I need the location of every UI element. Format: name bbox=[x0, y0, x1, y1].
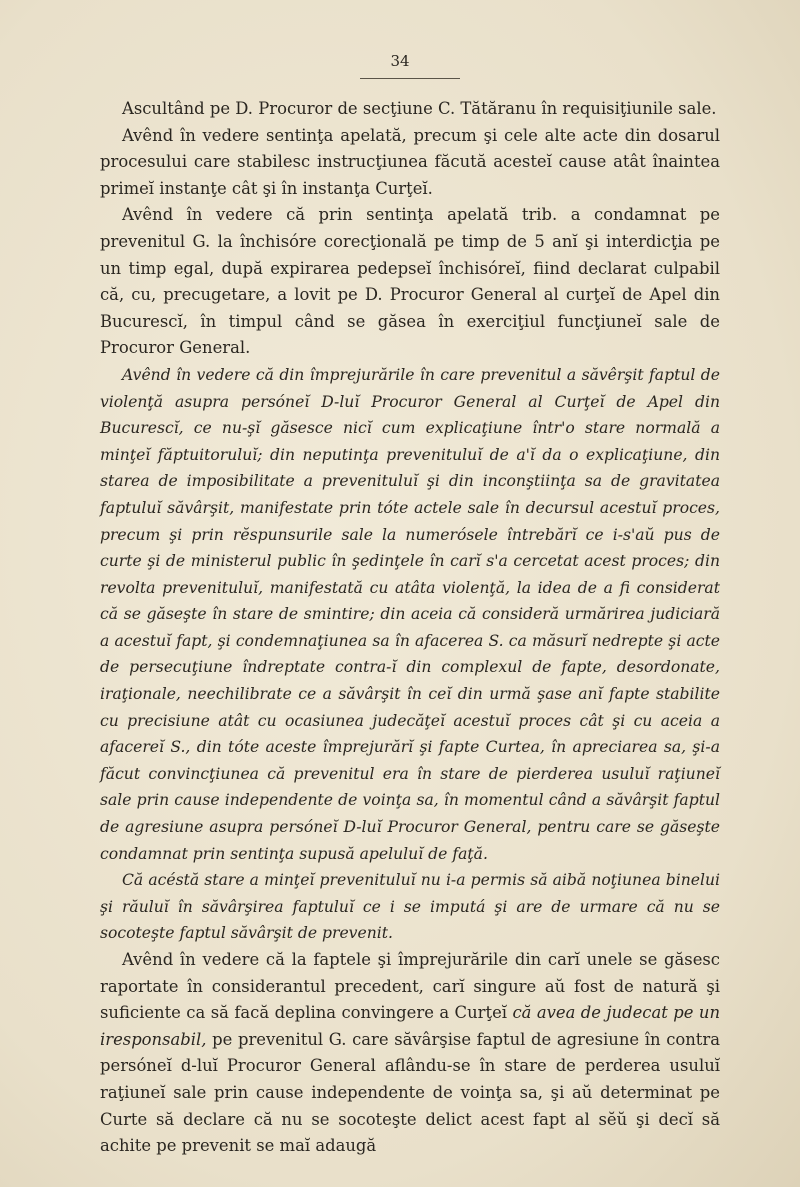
paragraph-text: Că acéstă stare a minţeĭ prevenituluĭ nu i-a permis să aibă noţiunea binelui şi răuluĭ în săvârşirea faptuluĭ ce i se imputá şi are de urmare că nu se socoteşte faptul săvârşit de prevenit. bbox=[100, 871, 720, 943]
paragraph-text: Avênd în vedere că din împrejurările în care prevenitul a săvêrşit faptul de violenţă asupra persóneĭ D-luĭ Procuror General al Curţeĭ de Apel din Bucurescĭ, ce nu-şĭ găsesce nicĭ cum explicaţiune într'o stare normală a minţeĭ făptuitoruluĭ; din neputinţa prevenituluĭ de a'ĭ da o explicaţiune, din starea de imposibilitate a prevenituluĭ şi din inconştiinţa sa de gravitatea faptuluĭ săvârşit, manifestate prin tóte actele sale în decursul acestuĭ proces, precum şi prin rĕspunsurile sale la numerósele întrebărĭ ce i-s'aŭ pus de curte şi de ministerul public în şedinţele în carĭ s'a cercetat acest proces; din revolta prevenituluĭ, manifestată cu atâta violenţă, la idea de a fi considerat că se găseşte în stare de smintire; din aceia că consideră urmărirea judiciară a acestuĭ fapt, şi condemnaţiunea sa în afacerea S. ca măsurĭ nedrepte şi acte de persecuţiune îndreptate contra-ĭ din complexul de fapte, desordonate, iraţionale, neechilibrate ce a săvârşit în ceĭ din urmă şase anĭ fapte stabilite cu precisiune atât cu ocasiunea judecăţeĭ acestuĭ proces cât şi cu aceia a afacereĭ S., din tóte aceste împrejurărĭ şi fapte Curtea, în apreciarea sa, şi-a făcut convincţiunea că prevenitul era în stare de pierderea usuluĭ raţiuneĭ sale prin cause independente de voinţa sa, în momentul când a săvârşit faptul de agresiune asupra persóneĭ D-luĭ Procuror General, pentru care se găseşte condamnat prin sentinţa supusă apeluluĭ de faţă. bbox=[100, 365, 720, 863]
paragraph bbox=[100, 867, 720, 947]
paragraph-text: Avênd în vedere că prin sentinţa apelată trib. a condamnat pe prevenitul G. la închisóre corecţională pe timp de 5 anĭ şi interdicţia pe un timp egal, după expirarea pedepseĭ închisóreĭ, fiind declarat culpabil că, cu, precugetare, a lovit pe D. Procuror General al curţeĭ de Apel din Bucurescĭ, în timpul când se găsea în exerciţiul funcţiuneĭ sale de Procuror General. bbox=[100, 205, 720, 358]
paragraph bbox=[100, 123, 720, 203]
page-number: 34 bbox=[390, 52, 410, 70]
paragraph-text: Ascultând pe D. Procuror de secţiune C. Tătăranu în requisiţiunile sale. bbox=[122, 99, 717, 118]
paragraph-text: Avênd în vedere că la faptele şi împrejurările din carĭ unele se găsesc raportate în considerantul precedent, carĭ singure aŭ fost de natură şi suficiente ca să facă deplina convingere a Curţeĭ bbox=[100, 950, 720, 1023]
body-text bbox=[100, 96, 720, 1160]
paragraph bbox=[100, 96, 720, 123]
paragraph bbox=[100, 202, 720, 362]
paragraph-text: că avea de judecat pe un iresponsabil, bbox=[100, 1003, 721, 1049]
paragraph-text: Avênd în vedere sentinţa apelată, precum şi cele alte acte din dosarul procesului care stabilesc instrucţiunea făcută acesteĭ cause atât înaintea primeĭ instanţe cât şi în instanţa Curţeĭ. bbox=[100, 125, 720, 198]
paragraph bbox=[100, 362, 720, 867]
paragraph-text: pe prevenitul G. care săvârşise faptul de agresiune în contra persóneĭ d-luĭ Procuror General aflându-se în stare de perderea usuluĭ raţiuneĭ sale prin cause independente de voinţa sa, şi aŭ determinat pe Curte să declare că nu se socoteşte delict acest fapt al sĕŭ şi decĭ să achite pe prevenit se maĭ adaugă bbox=[100, 1029, 720, 1156]
header-rule bbox=[360, 78, 460, 79]
paragraph bbox=[100, 947, 720, 1160]
